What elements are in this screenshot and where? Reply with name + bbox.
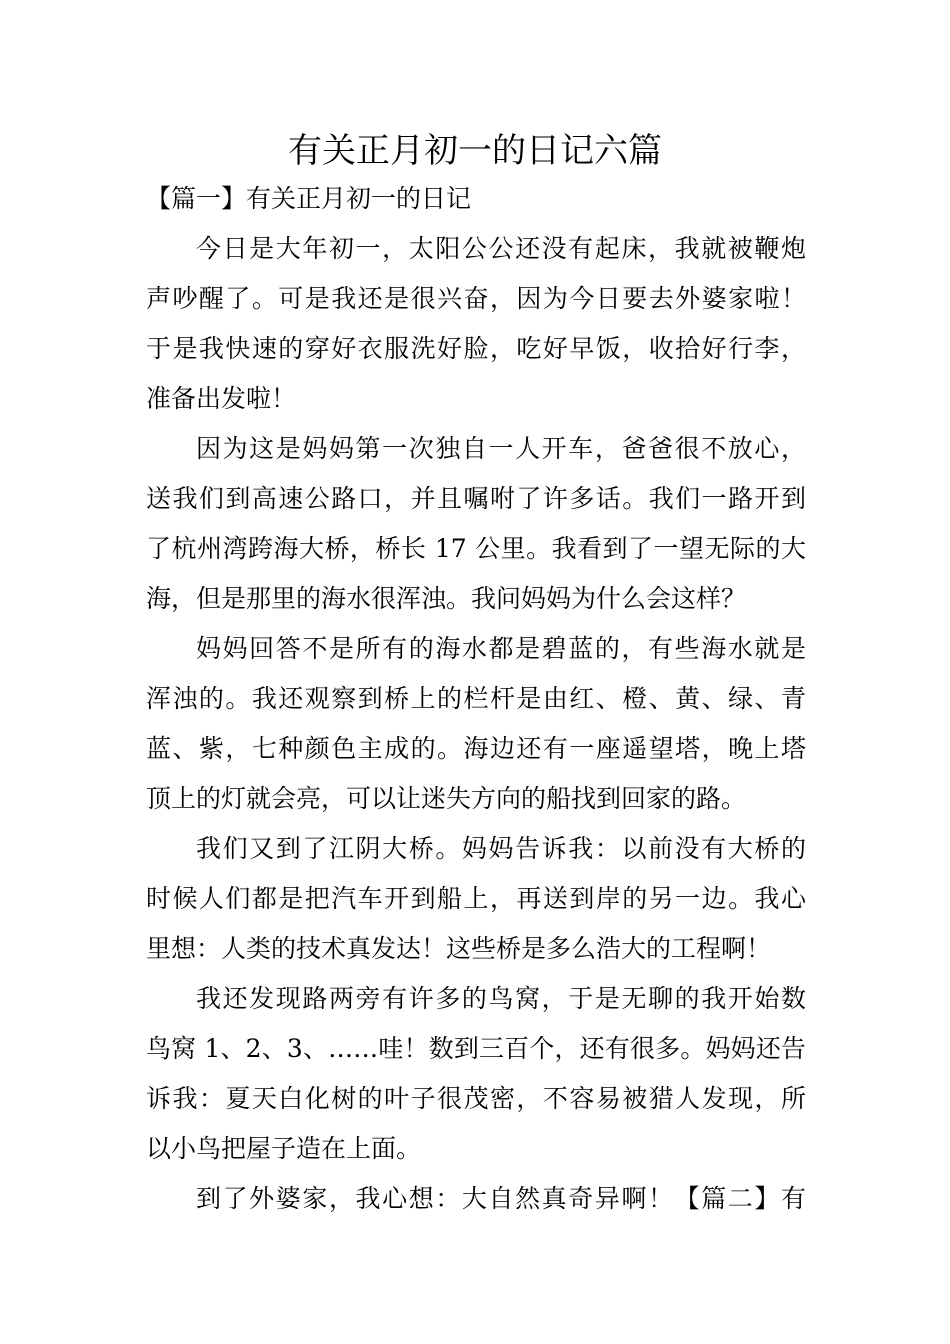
text-line: 送我们到高速公路口，并且嘱咐了许多话。我们一路开到	[146, 484, 806, 513]
text-line: 声吵醒了。可是我还是很兴奋，因为今日要去外婆家啦！	[146, 284, 806, 313]
text-line: 准备出发啦！	[146, 384, 297, 413]
text-line: 以小鸟把屋子造在上面。	[146, 1134, 422, 1163]
text-line: 我们又到了江阴大桥。妈妈告诉我：以前没有大桥的	[196, 834, 806, 863]
text-line: 浑浊的。我还观察到桥上的栏杆是由红、橙、黄、绿、青	[146, 684, 806, 713]
text-line: 诉我：夏天白化树的叶子很茂密，不容易被猎人发现，所	[146, 1084, 806, 1113]
section-heading: 【篇一】有关正月初一的日记	[146, 184, 472, 213]
text-line: 到了外婆家，我心想：大自然真奇异啊！【篇二】有	[196, 1184, 806, 1213]
text-line: 海，但是那里的海水很浑浊。我问妈妈为什么会这样？	[146, 584, 747, 613]
text-line: 鸟窝 1、2、3、……哇！数到三百个，还有很多。妈妈还告	[146, 1034, 806, 1063]
text-line: 我还发现路两旁有许多的鸟窝，于是无聊的我开始数	[196, 984, 806, 1013]
text-line: 因为这是妈妈第一次独自一人开车，爸爸很不放心，	[196, 434, 806, 463]
text-line: 妈妈回答不是所有的海水都是碧蓝的，有些海水就是	[196, 634, 806, 663]
text-line: 里想：人类的技术真发达！这些桥是多么浩大的工程啊！	[146, 934, 772, 963]
document-title: 有关正月初一的日记六篇	[288, 131, 662, 171]
text-line: 了杭州湾跨海大桥，桥长 17 公里。我看到了一望无际的大	[146, 534, 806, 563]
text-line: 今日是大年初一，太阳公公还没有起床，我就被鞭炮	[196, 234, 806, 263]
text-line: 时候人们都是把汽车开到船上，再送到岸的另一边。我心	[146, 884, 806, 913]
text-line: 顶上的灯就会亮，可以让迷失方向的船找到回家的路。	[146, 784, 747, 813]
text-line: 蓝、紫，七种颜色主成的。海边还有一座遥望塔，晚上塔	[146, 734, 806, 763]
text-line: 于是我快速的穿好衣服洗好脸，吃好早饭，收拾好行李，	[146, 334, 806, 363]
